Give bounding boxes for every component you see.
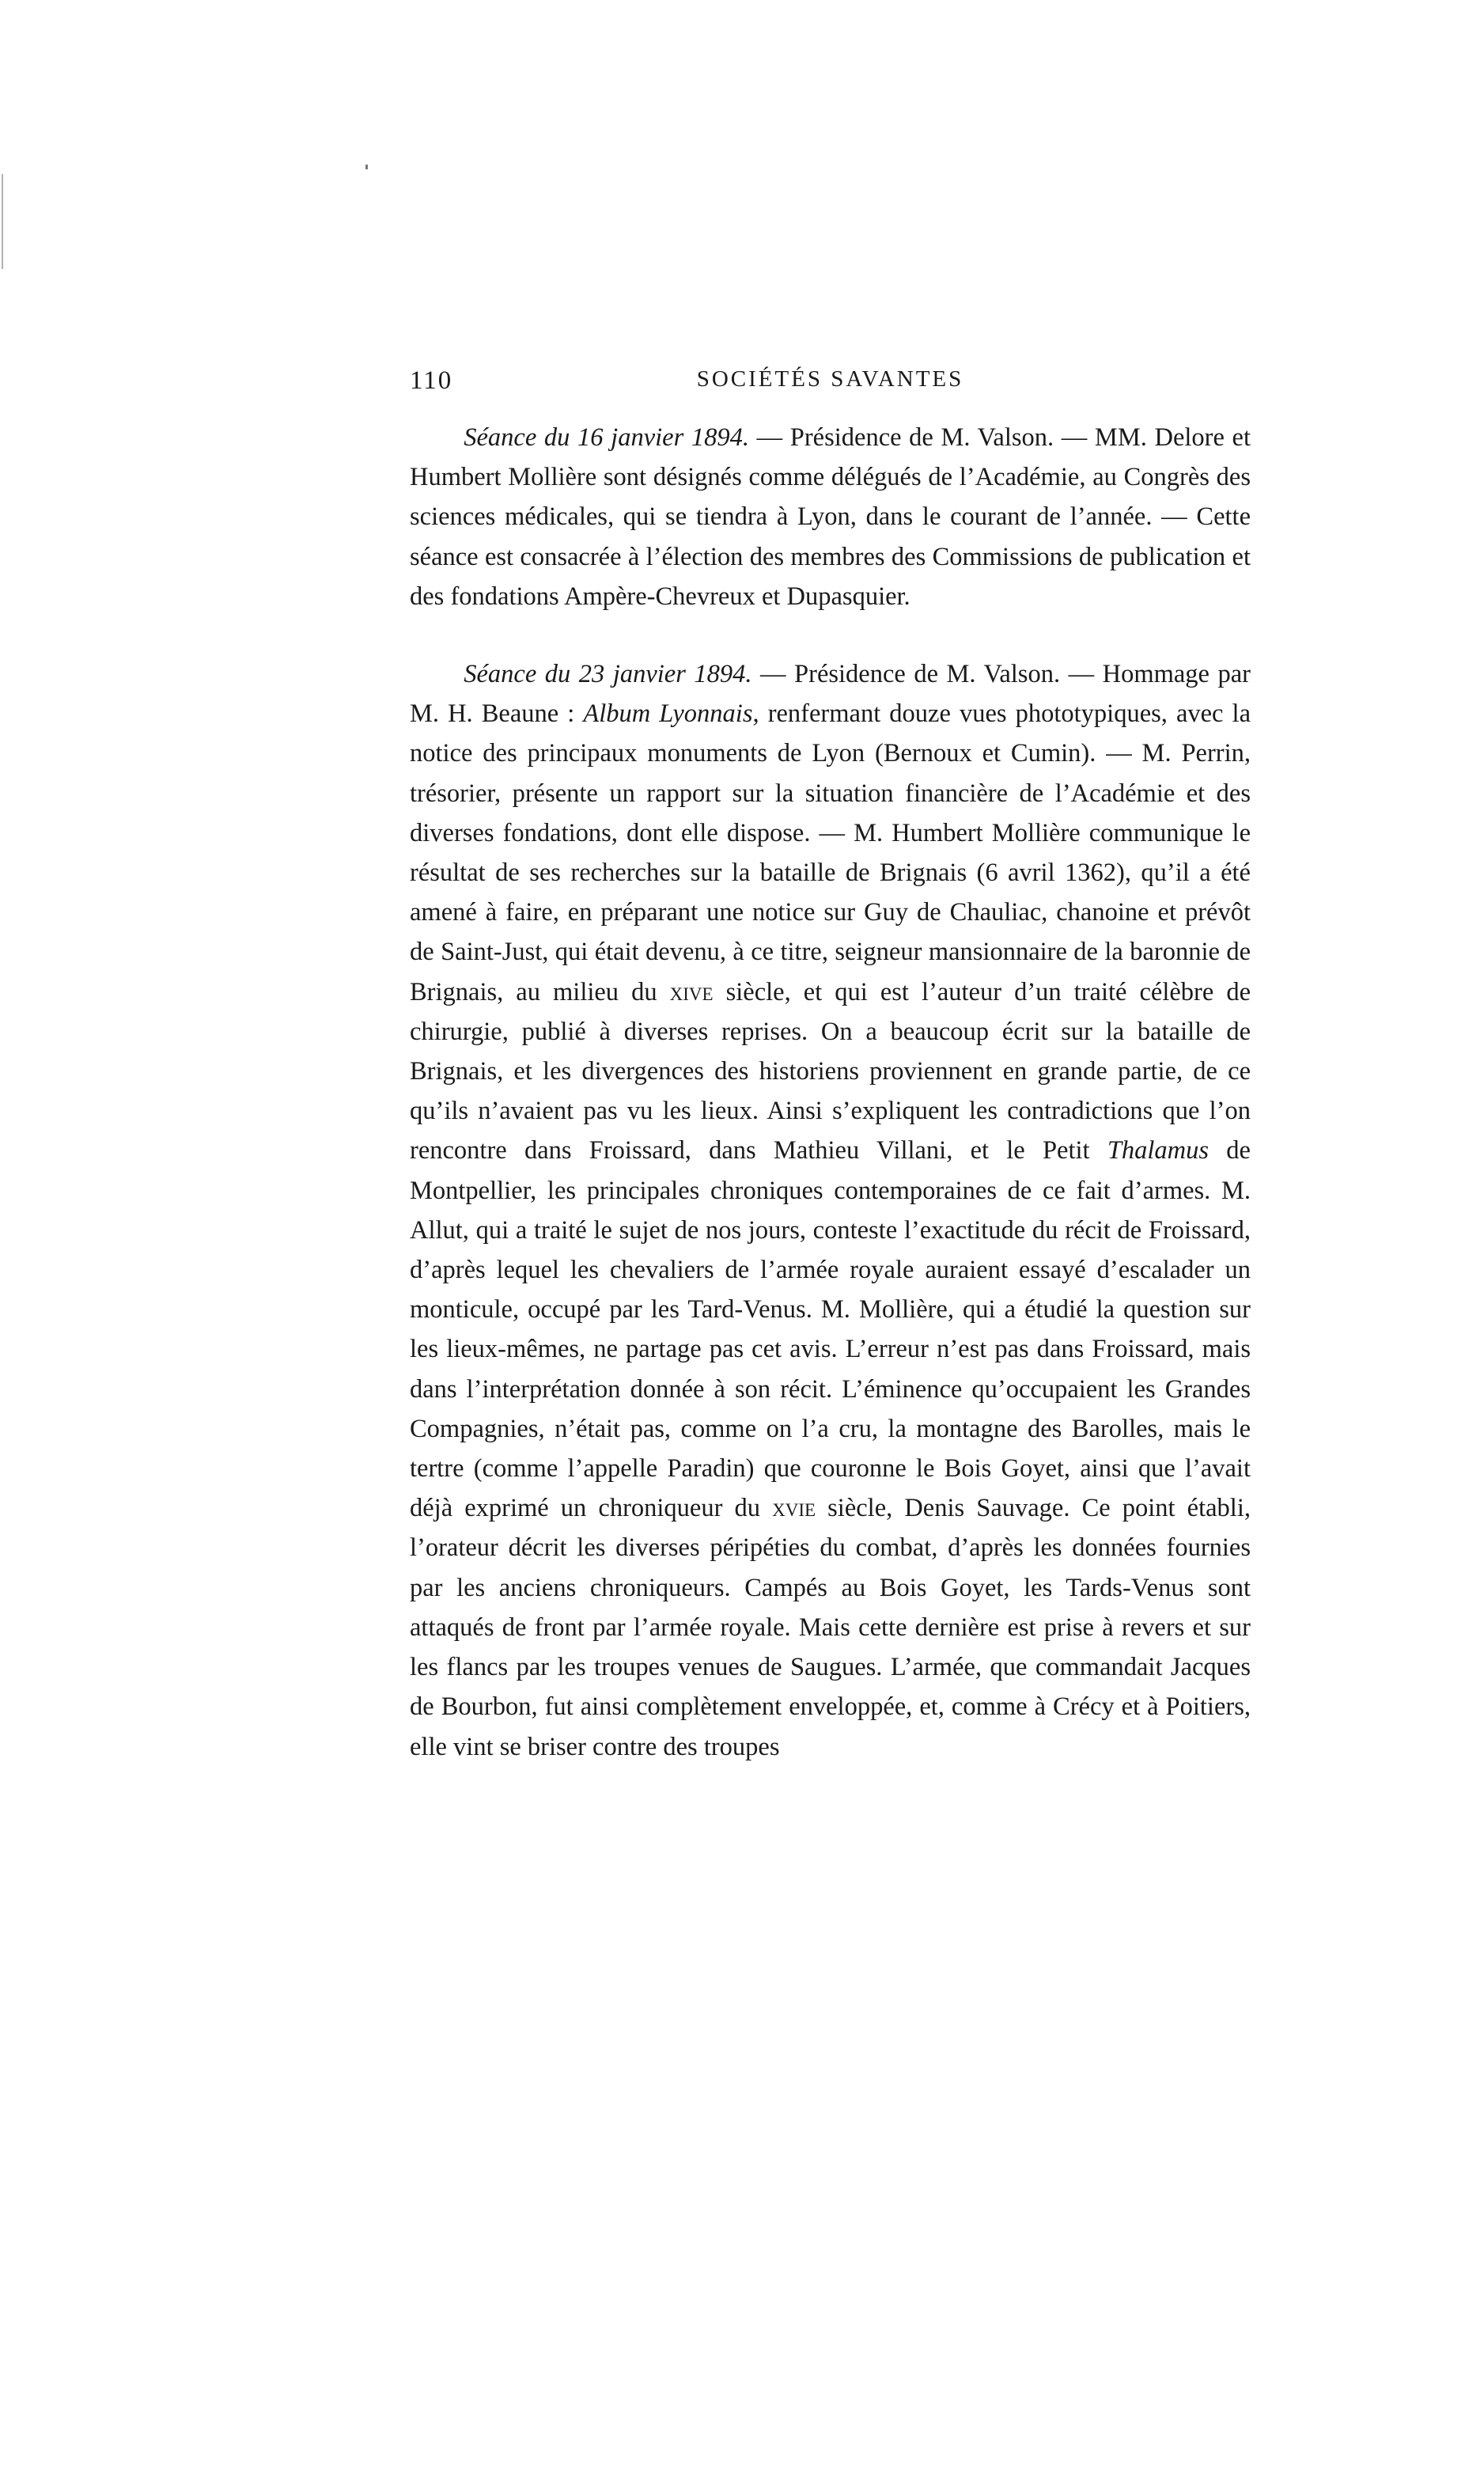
page-number: 110 [410,366,453,395]
paragraph-text: de Montpellier, les principales chroniques contemporaines de ce fait d’armes. M. Allut, qui a traité le sujet de nos jours, conteste l’exactitude du récit de Froissard, d’après lequel les chevaliers de l’armée royale auraient essayé d’escalader un monticule, occupé par les Tard-Venus. M. Mollière, qui a étudié la question sur les lieux-mêmes, ne partage pas cet avis. L’erreur n’est pas dans Froissard, mais dans l’interprétation donnée à son récit. L’éminence qu’occupaient les Grandes Compagnies, n’était pas, comme on l’a cru, la montagne des Barolles, mais le tertre (comme l’appelle Paradin) que couronne le Bois Goyet, ainsi que l’avait déjà exprimé un chroniqueur du [410,1136,1251,1523]
scan-artifact [2,174,3,269]
paragraph-text: — Présidence de M. Valson. — Hommage par M. H. Beaune : [410,660,1251,729]
paragraph-text: — Présidence de M. Valson. — MM. Delore et Humbert Mollière sont désignés comme délégués de l’Académie, au Congrès des sciences médicales, qui se tiendra à Lyon, dans le courant de l’année. — Cette séance est consacrée à l’élection des membres des Commissions de publication et des fondations Ampère-Chevreux et Dupasquier. [410,423,1251,611]
album-title: Album Lyonnais [583,699,753,729]
thalamus-title: Thalamus [1107,1136,1210,1165]
century-numeral: xvie [772,1494,816,1523]
paragraph-seance-23-janvier [410,654,1251,1767]
paragraph-text: siècle, Denis Sauvage. Ce point établi, l’orateur décrit les diverses péripéties du combat, d’après les données fournies par les anciens chroniqueurs. Campés au Bois Goyet, les Tards-Venus sont attaqués de front par l’armée royale. Mais cette dernière est prise à revers et sur les flancs par les troupes venues de Saugues. L’armée, que commandait Jacques de Bourbon, fut ainsi complètement enveloppée, et, comme à Crécy et à Poitiers, elle vint se briser contre des troupes [410,1494,1251,1761]
century-numeral: xive [669,977,714,1006]
paragraph-seance-16-janvier [410,418,1251,616]
scan-artifact [365,165,368,169]
page-header [410,366,1251,406]
body-text [410,418,1251,1767]
paragraph-text: siècle, et qui est l’auteur d’un traité célèbre de chirurgie, publié à diverses reprises. On a beaucoup écrit sur la bataille de Brignais, et les divergences des historiens proviennent en grande partie, de ce qu’ils n’avaient pas vu les lieux. Ainsi s’expliquent les contradictions que l’on rencontre dans Froissard, dans Mathieu Villani, et le Petit [410,977,1251,1165]
running-head: SOCIÉTÉS SAVANTES [696,366,964,392]
seance-date-label: Séance du 16 janvier 1894. [464,423,749,452]
paragraph-text: , renfermant douze vues phototypiques, avec la notice des principaux monuments de Lyon (Bernoux et Cumin). — M. Perrin, trésorier, présente un rapport sur la situation financière de l’Académie et des diverses fondations, dont elle dispose. — M. Humbert Mollière communique le résultat de ses recherches sur la bataille de Brignais (6 avril 1362), qu’il a été amené à faire, en préparant une notice sur Guy de Chauliac, chanoine et prévôt de Saint-Just, qui était devenu, à ce titre, seigneur mansionnaire de la baronnie de Brignais, au milieu du [410,699,1251,1006]
seance-date-label: Séance du 23 janvier 1894. [464,660,752,689]
